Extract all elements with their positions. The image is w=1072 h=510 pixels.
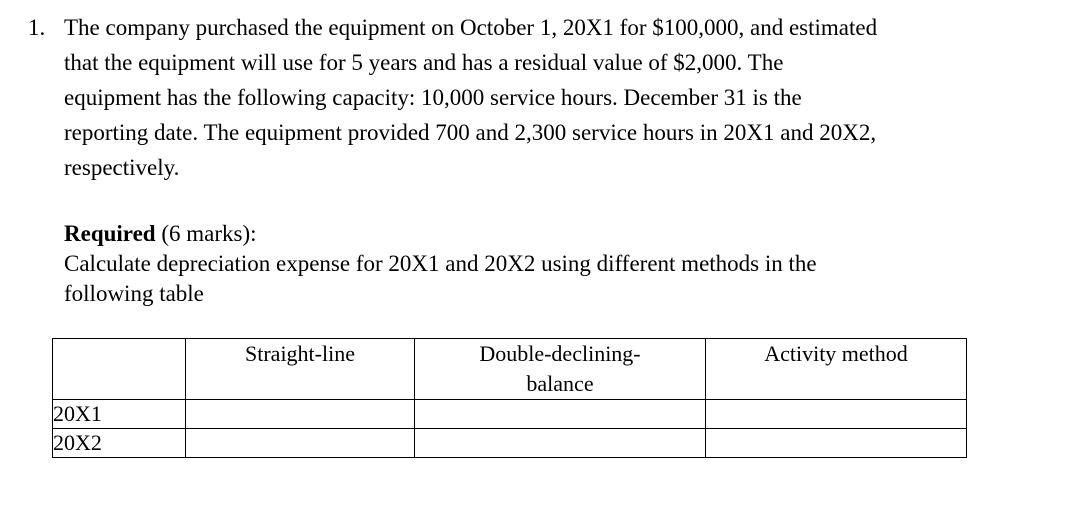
question-line: equipment has the following capacity: 10,000 service hours. December 31 is the: [64, 85, 802, 110]
cell-20x2-ddb[interactable]: [415, 429, 706, 458]
required-instruction-line: Calculate depreciation expense for 20X1 and 20X2 using different methods in the: [64, 251, 817, 276]
row-label-20x2: 20X2: [53, 429, 186, 458]
question-line: reporting date. The equipment provided 700 and 2,300 service hours in 20X1 and 20X2,: [64, 120, 877, 145]
required-block: [64, 218, 1024, 309]
header-ddb-line2: balance: [526, 371, 594, 396]
required-instruction-line: following table: [64, 281, 204, 306]
row-label-20x1: 20X1: [53, 400, 186, 429]
header-empty-cell: [53, 339, 186, 400]
required-marks: (6 marks):: [155, 221, 257, 246]
header-double-declining-balance: [415, 339, 706, 400]
question-text: [64, 10, 1024, 185]
table-row: [53, 429, 967, 458]
header-ddb-line1: Double-declining-: [479, 341, 641, 366]
table-header-row: [53, 339, 967, 400]
cell-20x2-activity[interactable]: [706, 429, 967, 458]
header-straight-line: Straight-line: [186, 339, 415, 400]
question-line: that the equipment will use for 5 years and has a residual value of $2,000. The: [64, 50, 784, 75]
question-number: 1.: [28, 15, 46, 40]
cell-20x1-ddb[interactable]: [415, 400, 706, 429]
cell-20x1-activity[interactable]: [706, 400, 967, 429]
question-line: respectively.: [64, 155, 180, 180]
required-heading: [64, 218, 1024, 249]
cell-20x2-straight-line[interactable]: [186, 429, 415, 458]
header-activity-method: Activity method: [706, 339, 967, 400]
depreciation-table: [52, 338, 967, 458]
cell-20x1-straight-line[interactable]: [186, 400, 415, 429]
required-label: Required: [64, 221, 156, 246]
question-line: The company purchased the equipment on October 1, 20X1 for $100,000, and estimated: [64, 15, 878, 40]
table-row: [53, 400, 967, 429]
